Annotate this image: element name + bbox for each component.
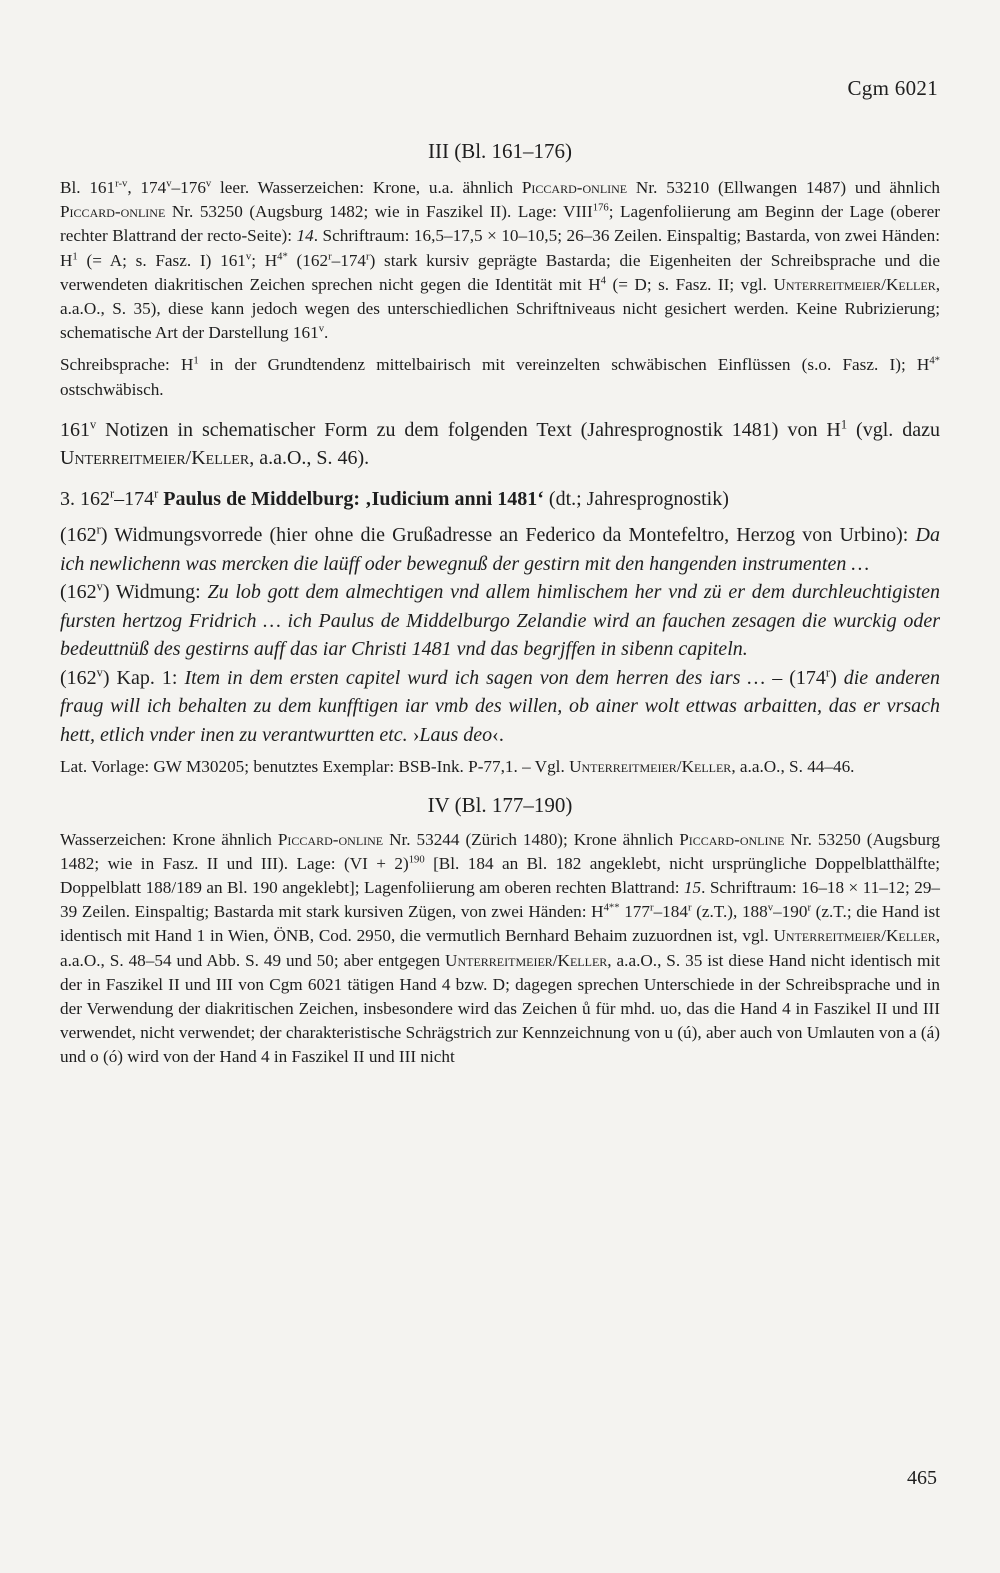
page-number: 465 [907, 1467, 937, 1489]
source-ref: Piccard-online [60, 202, 166, 222]
author-ref: Unterreitmeier/Keller [60, 447, 250, 470]
author-ref: Unterreitmeier/Keller [569, 757, 732, 777]
notiz-paragraph: 161$^v$ Notizen in schematischer Form zu dem folgenden Text (Jahresprognostik 1481) von $H^1$ (vgl. dazu Unterreitmeier/Keller, a.a.O., S. 46). [60, 417, 940, 470]
author-ref: Unterreitmeier/Keller [445, 950, 608, 970]
source-ref: Piccard-online [679, 829, 785, 849]
running-head: Cgm 6021 [847, 76, 938, 100]
work-title: Paulus de Middelburg: ‚Iudicium anni 1481‘ [158, 487, 544, 510]
section-heading-iii: III (Bl. 161–176) [427, 139, 573, 163]
section-heading-iv: IV (Bl. 177–190) [427, 792, 573, 817]
widmungsvorrede-paragraph: (162$^r$) Widmungsvorrede (hier ohne die Grußadresse an Federico da Montefeltro, Herzog von Urbino): Da ich newlichenn was mercken die laüff oder bewegnuß der gestirn mit den hangenden instrumenten … [60, 522, 940, 575]
author-ref: Unterreitmeier/Keller [773, 926, 936, 946]
codicological-description-iv: Wasserzeichen: Krone ähnlich Piccard-online Nr. 53244 (Zürich 1480); Krone ähnlich Piccard-online Nr. 53250 (Augsburg 1482; wie in Fasz. II und III). Lage: (VI + 2)$^{190}$ [Bl. 184 an Bl. 182 angeklebt, nicht ursprüngliche Doppelblatthälfte; Doppelblatt 188/189 an Bl. 190 angeklebt]; Lagenfoliierung am oberen rechten Blattrand: 15. Schriftraum: 16–18 × 11–12; 29–39 Zeilen. Einspaltig; Bastarda mit stark kursiven Zügen, von zwei Händen: $H^{4**}$ 177$^r$–184$^r$ (z.T.), 188$^v$–190$^r$ (z.T.; die Hand ist identisch mit Hand 1 in Wien, ÖNB, Cod. 2950, die vermutlich Bernhard Behaim zuzuordnen ist, vgl. Unterreitmeier/Keller, a.a.O., S. 48–54 und Abb. S. 49 und 50; aber entgegen Unterreitmeier/Keller, a.a.O., S. 35 ist diese Hand nicht identisch mit der in Faszikel II und III von Cgm 6021 tätigen Hand 4 bzw. D; dagegen sprechen Unterschiede in der Schreibsprache und in der Verwendung der diakritischen Zeichen, insbesondere wird das Zeichen ů für mhd. uo, das die Hand 4 in Faszikel II und III verwendet, nicht verwendet; der charakteristische Schrägstrich zur Kennzeichnung von u (ú), aber auch von Umlauten von a (á) und o (ó) wird von der Hand 4 in Faszikel II und III nicht [60, 829, 941, 1067]
source-ref: Piccard-online [277, 829, 384, 849]
page-content [60, 138, 940, 1070]
kapitel-1-paragraph: (162$^v$) Kap. 1: Item in dem ersten capitel wurd ich sagen von dem herren des iars … – (174$^r$) die anderen fraug will ich behalten zu dem kunfftigen iar vmb des willen, ob ainer wolt ettwas arbaitten, das er vrsach hett, etlich vnder inen zu verantwurtten etc. ›Laus deo‹. [60, 665, 940, 746]
vorlage-paragraph: Lat. Vorlage: GW M30205; benutztes Exemplar: BSB-Ink. P-77,1. – Vgl. Unterreitmeier/Keller, a.a.O., S. 44–46. [60, 757, 855, 777]
item-3-heading: 3. 162$^r$–174$^r$ Paulus de Middelburg: ‚Iudicium anni 1481‘ (dt.; Jahresprognostik) [60, 486, 729, 510]
codicological-description-iii: Bl. 161$^{r-v}$, 174$^v$–176$^v$ leer. Wasserzeichen: Krone, u.a. ähnlich Piccard-online Nr. 53210 (Ellwangen 1487) und ähnlich Piccard-online Nr. 53250 (Augsburg 1482; wie in Faszikel II). Lage: VIII$^{176}$; Lagenfoliierung am Beginn der Lage (oberer rechter Blattrand der recto-Seite): 14. Schriftraum: 16,5–17,5 × 10–10,5; 26–36 Zeilen. Einspaltig; Bastarda, von zwei Händen: $H^1$ (= A; s. Fasz. I) 161$^v$; $H^{4*}$ (162$^r$–174$^r$) stark kursiv geprägte Bastarda; die Eigenheiten der Schreibsprache und die verwendeten diakritischen Zeichen sprechen nicht gegen die Identität mit $H^4$ (= D; s. Fasz. II; vgl. Unterreitmeier/Keller, a.a.O., S. 35), diese kann jedoch wegen des unterschiedlichen Schriftniveaus nicht gesichert werden. Keine Rubrizierung; schematische Art der Darstellung 161$^v$. [60, 178, 940, 343]
schreibsprache-paragraph: Schreibsprache: $H^1$ in der Grundtendenz mittelbairisch mit vereinzelten schwäbischen Einflüssen (s.o. Fasz. I); $H^{4*}$ ostschwäbisch. [60, 355, 940, 399]
source-ref: Piccard-online [521, 178, 628, 197]
widmung-paragraph: (162$^v$) Widmung: Zu lob gott dem almechtigen vnd allem himlischem her vnd zü er dem durchleuchtigisten fursten hertzog Fridrich … ich Paulus de Middelburgo Zelandie wird an fauchen zesagen die wurckig oder bedeuttnüß des gestirns auff das iar Christi 1481 vnd das begrjffen in sibenn capiteln. [60, 579, 941, 661]
author-ref: Unterreitmeier/Keller [773, 274, 936, 294]
